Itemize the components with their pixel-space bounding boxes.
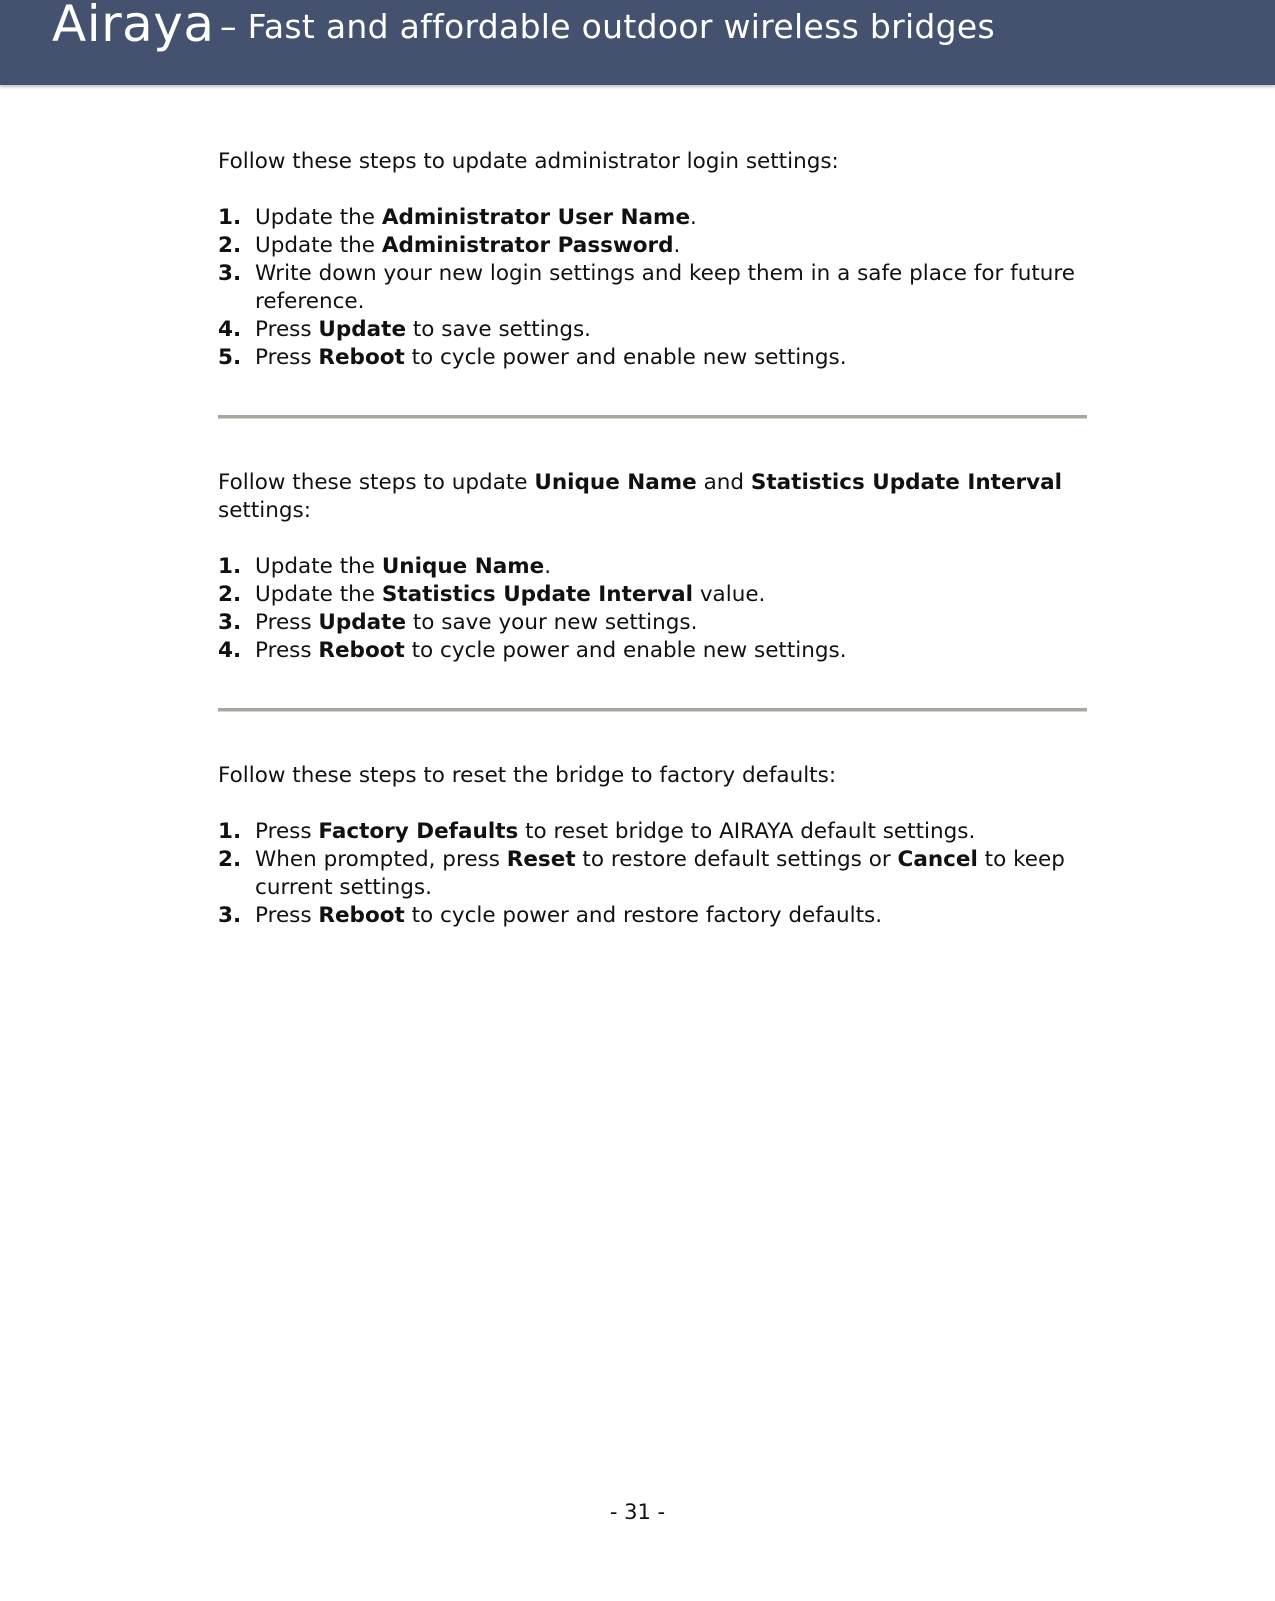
document-body [218, 148, 1088, 930]
list-item [218, 204, 1088, 232]
step-bold-text: Administrator User Name [381, 205, 691, 230]
step-text: Update the [255, 554, 382, 579]
step-number: 1. [218, 205, 242, 230]
list-item [218, 260, 1088, 316]
step-text: . [690, 205, 697, 230]
step-text: Press [255, 903, 319, 928]
step-bold-text: Reboot [318, 345, 405, 370]
intro-text: and [696, 470, 751, 495]
step-text: Write down your new login settings and keep them in a safe place for future reference. [255, 261, 1076, 314]
step-bold-text: Update [318, 317, 407, 342]
step-number: 3. [218, 261, 242, 286]
step-number: 4. [218, 317, 242, 342]
step-text: Update the [255, 205, 382, 230]
step-text: to save settings. [406, 317, 592, 342]
steps-list [218, 553, 1088, 665]
step-bold-text: Reset [506, 847, 576, 872]
intro-bold-text: Unique Name [534, 470, 697, 495]
step-bold-text: Update [318, 610, 407, 635]
step-bold-text: Reboot [318, 638, 405, 663]
step-text: . [544, 554, 552, 579]
list-item [218, 609, 1088, 637]
section-divider [218, 708, 1087, 712]
section-factory-defaults [218, 762, 1088, 930]
section-admin-login [218, 148, 1088, 372]
list-item [218, 637, 1088, 665]
section-unique-name [218, 469, 1088, 665]
steps-list [218, 818, 1088, 930]
step-text: to cycle power and restore factory defaults. [404, 903, 883, 928]
step-text: to keep current settings. [255, 847, 1065, 900]
step-text: . [673, 233, 681, 258]
step-number: 1. [218, 819, 242, 844]
section-intro: Follow these steps to update administrator login settings: [218, 149, 839, 174]
step-text: to save your new settings. [406, 610, 698, 635]
steps-list [218, 204, 1088, 372]
step-text: Update the [255, 233, 382, 258]
step-text: to reset bridge to AIRAYA default settings. [518, 819, 976, 844]
step-text: When prompted, press [255, 847, 507, 872]
step-text: Press [255, 638, 319, 663]
list-item [218, 846, 1088, 902]
step-number: 4. [218, 638, 242, 663]
list-item [218, 316, 1088, 344]
list-item [218, 232, 1088, 260]
step-bold-text: Reboot [318, 903, 405, 928]
step-bold-text: Cancel [897, 847, 978, 872]
list-item [218, 553, 1088, 581]
step-number: 2. [218, 233, 242, 258]
intro-bold-text: Statistics Update Interval [750, 470, 1063, 495]
step-bold-text: Factory Defaults [318, 819, 519, 844]
step-bold-text: Unique Name [381, 554, 545, 579]
section-intro: Follow these steps to reset the bridge to factory defaults: [218, 763, 837, 788]
step-bold-text: Administrator Password [381, 233, 674, 258]
list-item [218, 344, 1088, 372]
step-text: Press [255, 317, 319, 342]
section-intro [218, 469, 1088, 525]
step-bold-text: Statistics Update Interval [381, 582, 693, 607]
section-divider [218, 415, 1087, 419]
header-tagline: – Fast and affordable outdoor wireless bridges [220, 7, 996, 46]
step-text: value. [692, 582, 766, 607]
page-number: - 31 - [609, 1500, 666, 1524]
step-number: 5. [218, 345, 242, 370]
step-text: Update the [255, 582, 382, 607]
step-text: Press [255, 819, 319, 844]
step-number: 2. [218, 582, 242, 607]
page-header [0, 0, 1275, 85]
step-text: to restore default settings or [575, 847, 898, 872]
brand-name: Airaya [52, 0, 215, 53]
list-item [218, 902, 1088, 930]
step-text: to cycle power and enable new settings. [404, 638, 847, 663]
intro-text: Follow these steps to update [218, 470, 535, 495]
intro-text: settings: [218, 498, 311, 523]
step-text: to cycle power and enable new settings. [404, 345, 847, 370]
step-number: 3. [218, 903, 242, 928]
step-number: 1. [218, 554, 242, 579]
list-item [218, 581, 1088, 609]
step-number: 3. [218, 610, 242, 635]
step-number: 2. [218, 847, 242, 872]
list-item [218, 818, 1088, 846]
step-text: Press [255, 610, 319, 635]
step-text: Press [255, 345, 319, 370]
